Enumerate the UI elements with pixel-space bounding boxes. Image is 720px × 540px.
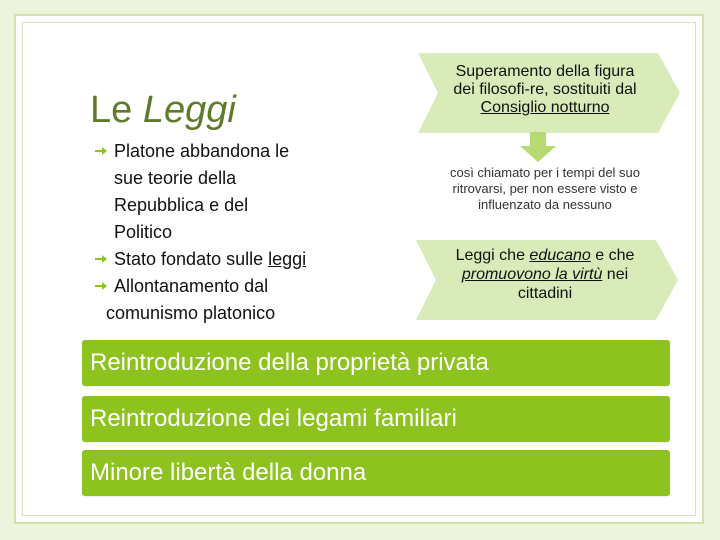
green-bar-3: Minore libertà della donna [82, 450, 670, 496]
bullet-item [94, 246, 344, 273]
callout-top-underlined: Consiglio notturno [480, 99, 610, 116]
green-bar-1: Reintroduzione della proprietà privata [82, 340, 670, 386]
arrow-bullet-icon [94, 253, 108, 265]
bullet-text: Stato fondato sulle [114, 249, 269, 269]
bullet-line: Allontanamento dal [114, 276, 269, 296]
bullet-line: Platone abbandona le [114, 141, 290, 161]
bullet-line: Repubblica e del [114, 195, 249, 215]
callout-bottom-emphasis: educano [529, 247, 591, 264]
bullet-line: sue teorie della [114, 168, 237, 188]
callout-bottom-part: e che [590, 247, 635, 264]
callout-top-text [430, 63, 660, 117]
callout-top-line: dei filosofi-re, sostituiti dal [453, 81, 637, 98]
callout-bottom-part: cittadini [517, 285, 573, 302]
callout-top [418, 53, 680, 133]
callout-bottom-part: nei [602, 266, 629, 283]
callout-bottom-emphasis: promuovono la virtù [461, 266, 603, 283]
green-bar-2: Reintroduzione dei legami familiari [82, 396, 670, 442]
callout-bottom-part: Leggi che [455, 247, 530, 264]
title-italic: Leggi [142, 89, 236, 131]
slide-title [90, 88, 236, 132]
callout-top-line: Superamento della figura [455, 63, 635, 80]
bullet-underlined-text: leggi [268, 249, 307, 269]
bullet-item [94, 273, 344, 327]
bullet-line: comunismo platonico [106, 303, 276, 323]
arrow-bullet-icon [94, 145, 108, 157]
note-text: così chiamato per i tempi del suo ritrovarsi, per non essere visto e influenzato da nessuno [449, 165, 641, 212]
title-plain: Le [90, 89, 143, 131]
down-arrow-icon [520, 132, 556, 162]
arrow-bullet-icon [94, 280, 108, 292]
bullet-line: Politico [114, 222, 173, 242]
bullet-list [94, 138, 344, 327]
bullet-item [94, 138, 344, 246]
callout-bottom-text [430, 246, 660, 303]
callout-bottom [416, 240, 678, 320]
